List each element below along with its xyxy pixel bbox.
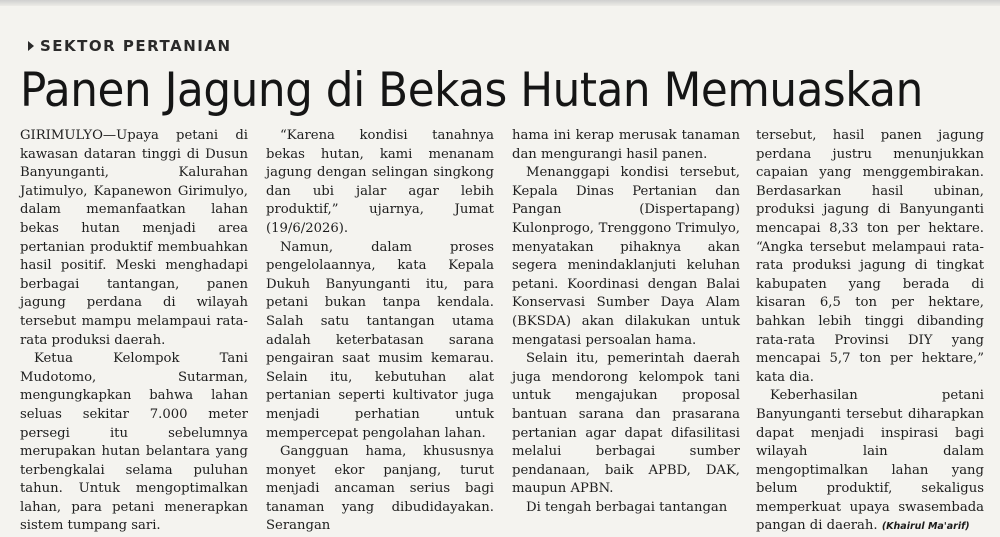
section-arrow-icon <box>28 41 34 51</box>
headline: Panen Jagung di Bekas Hutan Memuaskan <box>20 63 923 118</box>
article-column-1 <box>20 127 248 536</box>
paragraph <box>756 387 984 537</box>
article-column-4 <box>756 127 984 537</box>
paragraph: Di tengah berbagai tantangan <box>526 499 728 515</box>
paragraph: Menanggapi kondisi tersebut, Kepala Dinas Pertanian dan Pangan (Dispertapang) Kulonprogo, Trenggono Trimulyo, menyatakan pihaknya akan segera menindaklanjuti keluhan petani. Koordinasi dengan Balai Konservasi Sumber Daya Alam (BKSDA) akan dilakukan untuk mengatasi persoalan hama. <box>512 165 740 348</box>
paragraph: Gangguan hama, khususnya monyet ekor panjang, turut menjadi ancaman serius bagi tanaman yang dibudidayakan. Serangan <box>266 444 494 534</box>
paragraph-text: Keberhasilan petani Banyunganti tersebut diharapkan dapat menjadi inspirasi bagi wilayah lain dalam mengoptimalkan lahan yang belum produktif, sekaligus memperkuat upaya swasembada pangan di daerah. <box>756 388 984 534</box>
paragraph: hama ini kerap merusak tanaman dan mengurangi hasil panen. <box>512 128 740 162</box>
paragraph: GIRIMULYO—Upaya petani di kawasan dataran tinggi di Dusun Banyunganti, Kalurahan Jatimulyo, Kapanewon Girimulyo, dalam memanfaatkan lahan bekas hutan menjadi area pertanian produktif membuahkan hasil positif. Meski menghadapi berbagai tantangan, panen jagung perdana di wilayah tersebut mampu melampaui rata-rata produksi daerah. <box>20 128 248 348</box>
section-label <box>28 37 232 55</box>
article-column-3 <box>512 127 740 517</box>
paragraph: Selain itu, pemerintah daerah juga mendorong kelompok tani untuk mengajukan proposal bantuan sarana dan prasarana pertanian agar dapat difasilitasi melalui berbagai sumber pendanaan, baik APBD, DAK, maupun APBN. <box>512 351 740 497</box>
paragraph: tersebut, hasil panen jagung perdana justru menunjukkan capaian yang menggembirakan. Berdasarkan hasil ubinan, produksi jagung di Banyunganti mencapai 8,33 ton per hektare. “Angka tersebut melampaui rata-rata produksi jagung di tingkat kabupaten yang berada di kisaran 6,5 ton per hektare, bahkan lebih tinggi dibanding rata-rata Provinsi DIY yang mencapai 5,7 ton per hektare,” kata dia. <box>756 128 984 385</box>
top-rule <box>0 0 1000 6</box>
article-column-2 <box>266 127 494 536</box>
paragraph: Namun, dalam proses pengelolaannya, kata Kepala Dukuh Banyunganti itu, para petani bukan tanpa kendala. Salah satu tantangan utama adalah keterbatasan sarana pengairan saat musim kemarau. Selain itu, kebutuhan alat pertanian seperti kultivator juga menjadi perhatian untuk mempercepat pengolahan lahan. <box>266 239 494 441</box>
author-credit: (Khairul Ma'arif) <box>881 521 970 533</box>
section-name: SEKTOR PERTANIAN <box>40 37 232 55</box>
paragraph: Ketua Kelompok Tani Mudotomo, Sutarman, mengungkapkan bahwa lahan seluas sekitar 7.000 meter persegi itu sebelumnya merupakan hutan belantara yang terbengkalai selama puluhan tahun. Untuk mengoptimalkan lahan, para petani menerapkan sistem tumpang sari. <box>20 351 248 534</box>
paragraph: “Karena kondisi tanahnya bekas hutan, kami menanam jagung dengan selingan singkong dan ubi jalar agar lebih produktif,” ujarnya, Jumat (19/6/2026). <box>266 128 494 236</box>
